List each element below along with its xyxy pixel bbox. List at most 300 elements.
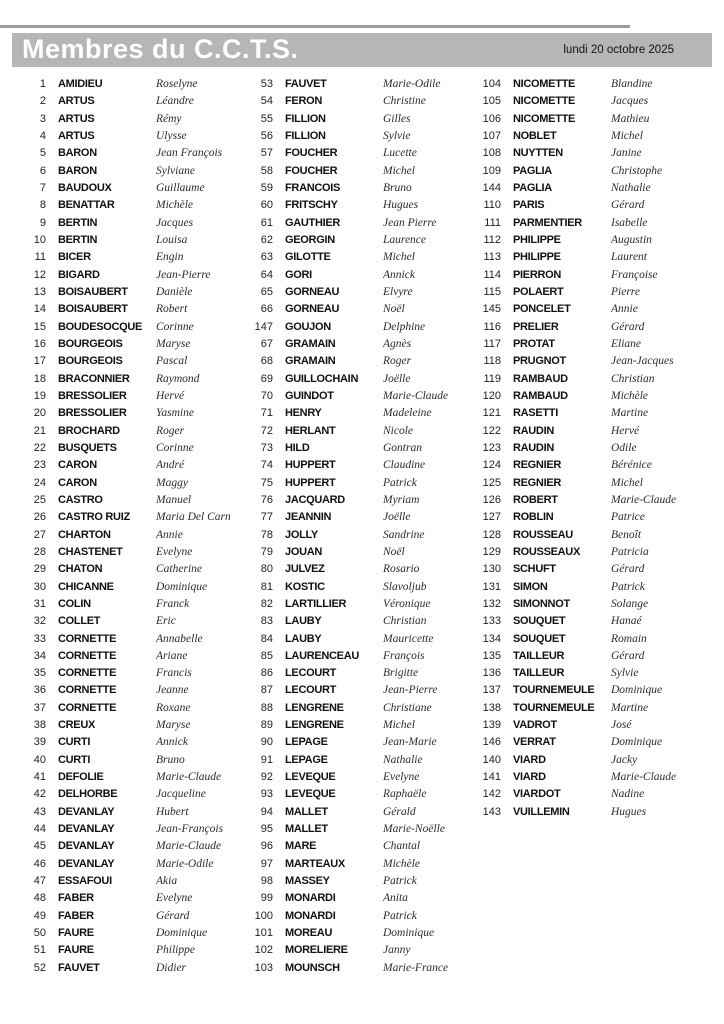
member-firstname: Bérénice — [611, 459, 652, 472]
member-number: 102 — [254, 944, 273, 957]
member-firstname: Annick — [383, 268, 415, 281]
member-lastname: GUINDOT — [285, 389, 334, 402]
member-firstname: Hervé — [156, 389, 185, 402]
member-number: 64 — [260, 268, 273, 281]
member-lastname: MONARDI — [285, 892, 336, 905]
member-lastname: CARON — [58, 476, 97, 489]
member-lastname: NICOMETTE — [513, 78, 576, 90]
member-lastname: GUILLOCHAIN — [285, 372, 359, 385]
member-number: 42 — [33, 788, 46, 801]
member-lastname: LEVEQUE — [285, 788, 336, 801]
member-number: 88 — [260, 701, 273, 714]
member-lastname: HENRY — [285, 407, 322, 420]
member-lastname: CREUX — [58, 719, 96, 732]
member-firstname: Noël — [383, 303, 405, 316]
member-lastname: SCHUFT — [513, 563, 556, 576]
member-row — [467, 197, 695, 214]
member-number: 76 — [260, 493, 273, 506]
member-number: 48 — [33, 892, 46, 905]
member-row — [467, 734, 695, 751]
member-firstname: Madeleine — [383, 407, 432, 420]
member-row — [12, 128, 239, 145]
member-number: 55 — [260, 112, 273, 125]
member-number: 31 — [33, 597, 46, 610]
member-firstname: Evelyne — [156, 892, 193, 905]
member-lastname: RAUDIN — [513, 441, 554, 454]
member-firstname: Maryse — [156, 337, 191, 350]
member-firstname: Marie-Claude — [611, 493, 677, 506]
member-number: 44 — [33, 823, 46, 836]
member-number: 10 — [33, 233, 46, 246]
member-number: 119 — [483, 372, 501, 385]
member-row — [239, 371, 467, 388]
member-firstname: Christiane — [383, 701, 432, 714]
member-row — [12, 925, 239, 942]
member-row — [239, 942, 467, 959]
member-firstname: Hanaé — [611, 615, 642, 628]
member-number: 138 — [482, 701, 501, 714]
member-row — [239, 215, 467, 232]
member-number: 135 — [482, 649, 501, 662]
scan-edge-artifact — [0, 25, 630, 28]
member-number: 78 — [260, 528, 273, 541]
member-lastname: BUSQUETS — [58, 441, 117, 454]
member-firstname: Dominique — [611, 736, 663, 749]
member-row — [467, 579, 695, 596]
member-firstname: Slavoljub — [383, 580, 427, 593]
member-number: 106 — [482, 112, 501, 125]
member-row — [467, 561, 695, 578]
member-lastname: BARON — [58, 147, 97, 160]
member-row — [12, 111, 239, 128]
member-firstname: Marie-Claude — [156, 771, 222, 784]
member-firstname: Gérard — [611, 563, 645, 576]
member-firstname: Michel — [611, 129, 643, 142]
member-row — [12, 353, 239, 370]
member-row — [467, 613, 695, 630]
member-firstname: Jean-Jacques — [611, 355, 674, 368]
member-number: 131 — [482, 580, 501, 593]
member-row — [239, 232, 467, 249]
member-number: 61 — [260, 216, 273, 229]
member-row — [239, 457, 467, 474]
member-firstname: Véronique — [383, 597, 431, 610]
member-row — [467, 249, 695, 266]
member-firstname: Hugues — [611, 805, 647, 818]
member-number: 35 — [33, 667, 46, 680]
member-number: 8 — [39, 199, 46, 212]
member-lastname: KOSTIC — [285, 580, 325, 593]
member-row — [12, 717, 239, 734]
member-firstname: Hubert — [156, 805, 189, 818]
member-row — [12, 197, 239, 214]
member-number: 19 — [33, 389, 46, 402]
member-number: 113 — [483, 251, 501, 264]
member-lastname: BERTIN — [58, 233, 98, 246]
member-lastname: FOUCHER — [285, 164, 338, 177]
member-firstname: Mathieu — [611, 112, 650, 125]
member-number: 92 — [260, 771, 273, 784]
member-firstname: Dominique — [156, 580, 208, 593]
member-row — [467, 717, 695, 734]
member-firstname: Jean-Pierre — [156, 268, 211, 281]
member-number: 20 — [33, 407, 46, 420]
member-lastname: NICOMETTE — [513, 95, 576, 108]
member-firstname: Raphaële — [383, 788, 427, 801]
member-number: 9 — [39, 216, 46, 229]
member-lastname: CARON — [58, 459, 97, 472]
member-number: 43 — [33, 805, 46, 818]
member-lastname: POLAERT — [513, 285, 564, 298]
member-lastname: PHILIPPE — [513, 233, 561, 246]
member-row — [239, 682, 467, 699]
member-row — [239, 163, 467, 180]
member-firstname: Sylvie — [611, 667, 639, 680]
member-lastname: BOURGEOIS — [58, 337, 123, 350]
member-lastname: BARON — [58, 164, 97, 177]
member-lastname: BRESSOLIER — [58, 407, 127, 420]
member-row — [239, 336, 467, 353]
member-firstname: Nathalie — [383, 753, 423, 766]
member-lastname: RAUDIN — [513, 424, 554, 437]
member-row — [467, 163, 695, 180]
member-firstname: Dominique — [611, 684, 663, 697]
member-row — [467, 93, 695, 110]
member-firstname: Engin — [156, 251, 184, 264]
member-number: 5 — [39, 147, 46, 160]
member-firstname: Patrick — [611, 580, 645, 593]
member-number: 133 — [482, 615, 501, 628]
member-lastname: ESSAFOUI — [58, 875, 112, 888]
member-firstname: José — [611, 719, 632, 732]
member-number: 132 — [482, 597, 501, 610]
member-lastname: BOISAUBERT — [58, 303, 128, 316]
member-number: 122 — [482, 424, 501, 437]
member-firstname: Isabelle — [611, 216, 648, 229]
member-number: 49 — [33, 909, 46, 922]
member-lastname: FABER — [58, 892, 94, 905]
member-number: 26 — [33, 511, 46, 524]
member-row — [12, 942, 239, 959]
member-lastname: GORI — [285, 268, 312, 281]
member-firstname: Benoît — [611, 528, 642, 541]
member-row — [467, 145, 695, 162]
member-firstname: Franck — [156, 597, 190, 610]
member-row — [239, 527, 467, 544]
member-number: 110 — [483, 199, 501, 212]
member-number: 84 — [260, 632, 273, 645]
member-firstname: Blandine — [611, 78, 653, 90]
member-lastname: AMIDIEU — [58, 78, 103, 90]
member-row — [239, 838, 467, 855]
member-number: 98 — [260, 875, 273, 888]
member-row — [239, 856, 467, 873]
member-number: 6 — [39, 164, 46, 177]
member-firstname: Danièle — [156, 285, 193, 298]
member-row — [12, 319, 239, 336]
member-firstname: Pascal — [156, 355, 188, 368]
member-lastname: JOLLY — [285, 528, 318, 541]
member-number: 4 — [39, 129, 46, 142]
member-row — [12, 457, 239, 474]
member-number: 41 — [33, 771, 46, 784]
member-firstname: Myriam — [383, 493, 420, 506]
member-firstname: Dominique — [156, 927, 208, 940]
member-lastname: FAUVET — [285, 78, 327, 90]
member-row — [239, 509, 467, 526]
member-row — [239, 353, 467, 370]
member-lastname: PARIS — [513, 199, 545, 212]
member-row — [467, 492, 695, 509]
member-number: 37 — [33, 701, 46, 714]
member-number: 108 — [482, 147, 501, 160]
member-number: 104 — [482, 78, 501, 90]
member-firstname: Corinne — [156, 441, 194, 454]
member-lastname: SOUQUET — [513, 632, 566, 645]
member-firstname: Augustin — [611, 233, 652, 246]
member-row — [239, 145, 467, 162]
member-row — [467, 319, 695, 336]
member-lastname: LEPAGE — [285, 753, 328, 766]
member-row — [239, 960, 467, 977]
member-number: 59 — [260, 181, 273, 194]
member-row — [239, 93, 467, 110]
member-lastname: DEVANLAY — [58, 857, 115, 870]
member-lastname: ROUSSEAUX — [513, 545, 580, 558]
member-number: 60 — [260, 199, 273, 212]
member-lastname: LENGRENE — [285, 719, 344, 732]
member-number: 81 — [260, 580, 273, 593]
member-lastname: BROCHARD — [58, 424, 120, 437]
member-number: 100 — [254, 909, 273, 922]
member-lastname: HUPPERT — [285, 459, 336, 472]
member-row — [467, 475, 695, 492]
member-lastname: CORNETTE — [58, 684, 117, 697]
member-row — [12, 145, 239, 162]
member-firstname: Gérard — [611, 199, 645, 212]
member-row — [12, 76, 239, 93]
member-lastname: JOUAN — [285, 545, 323, 558]
member-number: 28 — [33, 545, 46, 558]
member-firstname: Marie-Odile — [383, 78, 441, 90]
member-row — [467, 527, 695, 544]
member-row — [12, 180, 239, 197]
member-number: 95 — [260, 823, 273, 836]
member-lastname: TOURNEMEULE — [513, 684, 595, 697]
member-number: 121 — [482, 407, 501, 420]
member-lastname: DEVANLAY — [58, 823, 115, 836]
member-row — [239, 440, 467, 457]
member-lastname: MALLET — [285, 805, 328, 818]
member-lastname: FILLION — [285, 129, 326, 142]
member-number: 33 — [33, 632, 46, 645]
member-firstname: Romain — [611, 632, 647, 645]
member-firstname: Hugues — [383, 199, 419, 212]
member-lastname: DEFOLIE — [58, 771, 104, 784]
member-lastname: ARTUS — [58, 95, 95, 108]
member-lastname: RASETTI — [513, 407, 558, 420]
member-row — [239, 873, 467, 890]
member-row — [239, 717, 467, 734]
member-number: 40 — [33, 753, 46, 766]
member-lastname: VERRAT — [513, 736, 556, 749]
member-row — [12, 371, 239, 388]
member-number: 144 — [482, 181, 501, 194]
member-lastname: PRELIER — [513, 320, 559, 333]
member-number: 23 — [33, 459, 46, 472]
member-row — [467, 752, 695, 769]
member-lastname: PIERRON — [513, 268, 562, 281]
member-firstname: Philippe — [156, 944, 195, 957]
member-firstname: Laurence — [383, 233, 427, 246]
member-firstname: Corinne — [156, 320, 194, 333]
member-row — [12, 301, 239, 318]
member-row — [239, 786, 467, 803]
member-firstname: André — [156, 459, 185, 472]
member-firstname: Nicole — [383, 424, 414, 437]
member-number: 130 — [482, 563, 501, 576]
member-number: 87 — [260, 684, 273, 697]
member-row — [467, 128, 695, 145]
member-lastname: PROTAT — [513, 337, 555, 350]
member-lastname: CASTRO RUIZ — [58, 511, 130, 524]
member-firstname: Gontran — [383, 441, 422, 454]
member-row — [239, 301, 467, 318]
member-lastname: BAUDOUX — [58, 181, 112, 194]
member-lastname: LAURENCEAU — [285, 649, 360, 662]
member-number: 14 — [33, 303, 46, 316]
member-number: 93 — [260, 788, 273, 801]
member-row — [467, 301, 695, 318]
member-number: 94 — [260, 805, 273, 818]
member-firstname: Martine — [611, 407, 649, 420]
member-number: 147 — [254, 320, 273, 333]
member-firstname: Jacqueline — [156, 788, 206, 801]
member-firstname: Roselyne — [156, 78, 198, 90]
member-firstname: Patrick — [383, 476, 417, 489]
member-row — [12, 544, 239, 561]
member-row — [12, 249, 239, 266]
member-row — [239, 700, 467, 717]
member-firstname: Gérard — [156, 909, 190, 922]
member-firstname: Jacques — [156, 216, 194, 229]
member-firstname: Maria Del Carn — [156, 511, 231, 524]
member-lastname: VIARD — [513, 771, 546, 784]
member-lastname: SOUQUET — [513, 615, 566, 628]
member-lastname: LECOURT — [285, 684, 337, 697]
member-row — [467, 111, 695, 128]
member-row — [239, 284, 467, 301]
member-firstname: Dominique — [383, 927, 435, 940]
member-firstname: Annick — [156, 736, 188, 749]
member-number: 142 — [482, 788, 501, 801]
member-number: 56 — [260, 129, 273, 142]
member-number: 39 — [33, 736, 46, 749]
member-row — [12, 405, 239, 422]
member-number: 72 — [260, 424, 273, 437]
member-firstname: François — [383, 649, 425, 662]
member-firstname: Bruno — [383, 181, 412, 194]
member-row — [239, 821, 467, 838]
member-lastname: BIGARD — [58, 268, 100, 281]
member-number: 127 — [482, 511, 501, 524]
member-number: 67 — [260, 337, 273, 350]
member-lastname: CURTI — [58, 736, 91, 749]
member-number: 65 — [260, 285, 273, 298]
member-row — [467, 544, 695, 561]
member-lastname: CASTRO — [58, 493, 103, 506]
member-row — [12, 215, 239, 232]
member-row — [239, 128, 467, 145]
member-row — [467, 388, 695, 405]
member-lastname: BOISAUBERT — [58, 285, 128, 298]
member-lastname: ARTUS — [58, 112, 95, 125]
member-row — [239, 249, 467, 266]
member-row — [12, 786, 239, 803]
member-number: 1 — [39, 78, 46, 90]
member-firstname: Noël — [383, 545, 405, 558]
member-firstname: Jean-François — [156, 823, 224, 836]
member-lastname: CHATON — [58, 563, 103, 576]
member-row — [12, 440, 239, 457]
member-number: 115 — [483, 285, 501, 298]
member-lastname: GORNEAU — [285, 303, 340, 316]
member-row — [12, 527, 239, 544]
member-row — [239, 197, 467, 214]
member-firstname: Hervé — [611, 424, 640, 437]
member-firstname: Joëlle — [383, 372, 411, 385]
member-firstname: Jacques — [611, 95, 649, 108]
member-lastname: GOUJON — [285, 320, 331, 333]
member-number: 53 — [260, 78, 273, 90]
member-row — [239, 180, 467, 197]
member-lastname: NICOMETTE — [513, 112, 576, 125]
member-lastname: MARTEAUX — [285, 857, 345, 870]
member-number: 82 — [260, 597, 273, 610]
member-lastname: REGNIER — [513, 476, 562, 489]
member-firstname: Eric — [156, 615, 176, 628]
member-firstname: Patricia — [611, 545, 649, 558]
member-lastname: MASSEY — [285, 875, 330, 888]
member-row — [467, 596, 695, 613]
member-lastname: PAGLIA — [513, 181, 552, 194]
member-lastname: BENATTAR — [58, 199, 115, 212]
member-row — [239, 804, 467, 821]
member-row — [239, 665, 467, 682]
member-lastname: PONCELET — [513, 303, 571, 316]
member-number: 73 — [260, 441, 273, 454]
member-row — [12, 700, 239, 717]
member-lastname: REGNIER — [513, 459, 562, 472]
member-firstname: Patrick — [383, 909, 417, 922]
member-row — [239, 631, 467, 648]
member-row — [12, 93, 239, 110]
member-firstname: Sylvie — [383, 129, 411, 142]
member-firstname: Laurent — [611, 251, 647, 264]
member-row — [12, 388, 239, 405]
member-lastname: LECOURT — [285, 667, 337, 680]
member-lastname: CORNETTE — [58, 649, 117, 662]
member-lastname: LENGRENE — [285, 701, 344, 714]
member-lastname: HUPPERT — [285, 476, 336, 489]
member-lastname: MALLET — [285, 823, 328, 836]
member-lastname: FAURE — [58, 944, 94, 957]
member-firstname: Robert — [156, 303, 188, 316]
member-lastname: CHASTENET — [58, 545, 123, 558]
member-row — [467, 631, 695, 648]
member-firstname: Agnès — [383, 337, 412, 350]
member-firstname: Jean François — [156, 147, 223, 160]
